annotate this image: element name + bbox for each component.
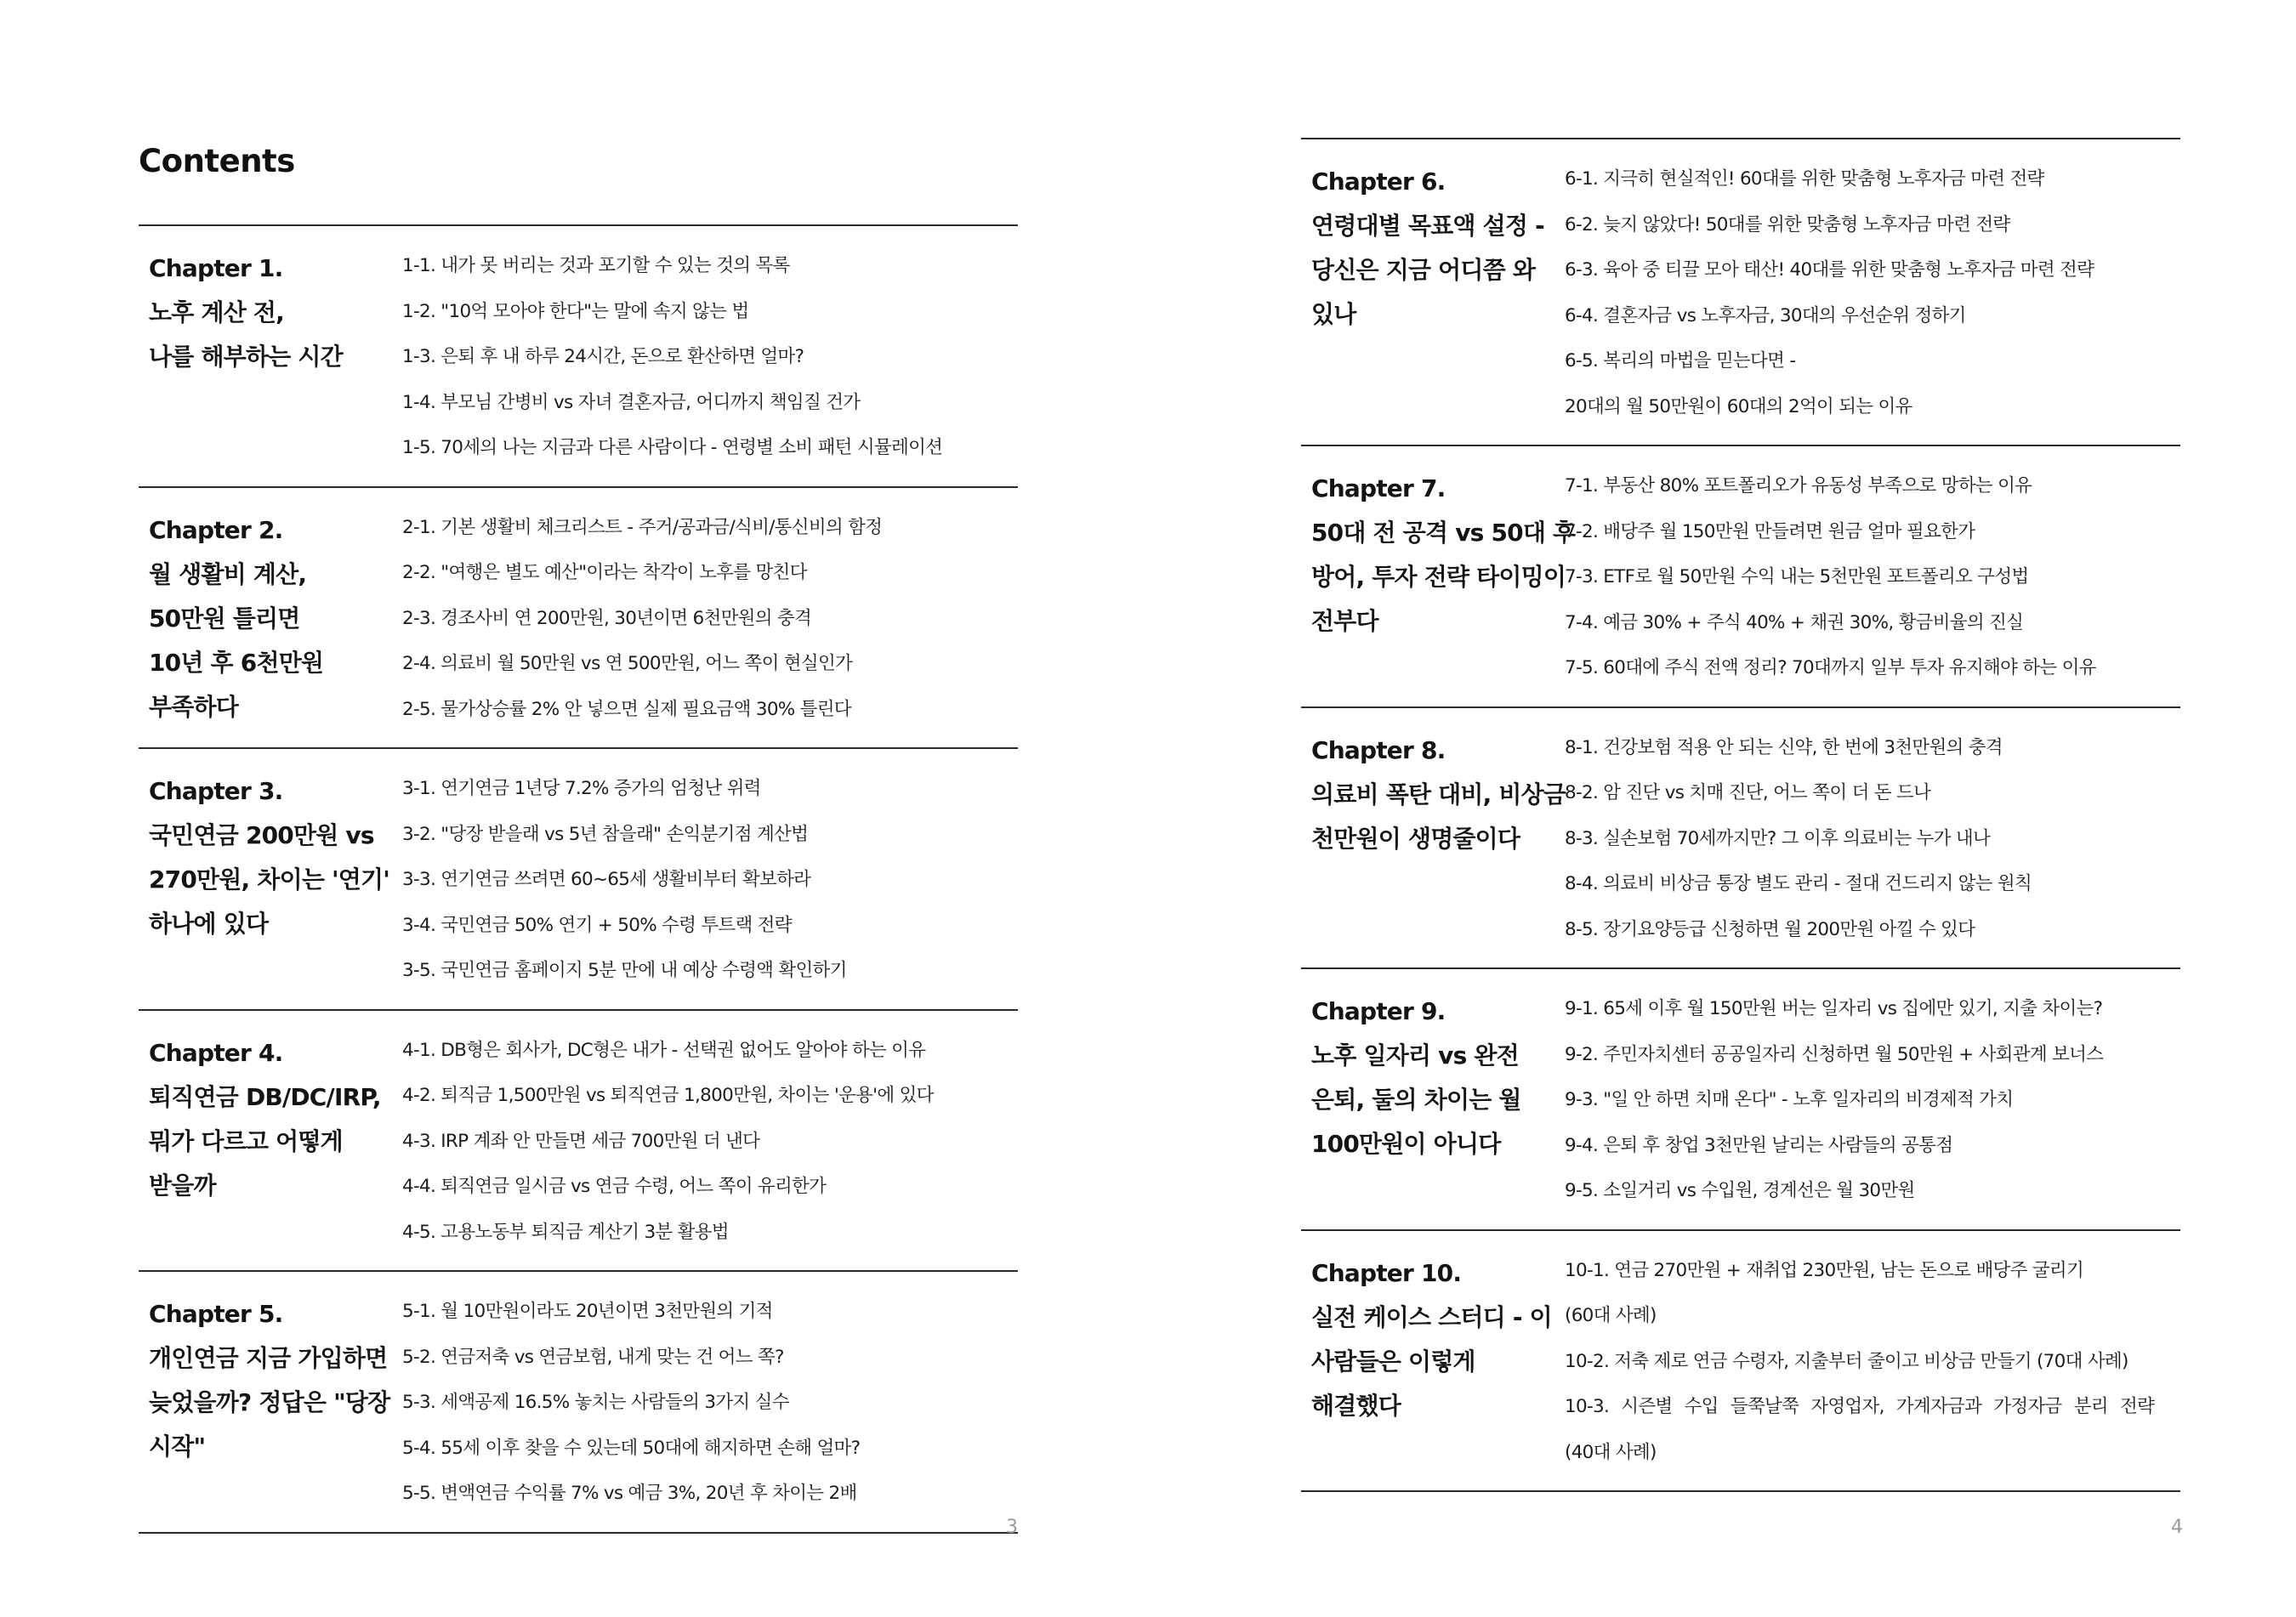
chapter-title-line: 천만원이 생명줄이다	[1311, 824, 1520, 853]
chapter-title-line: 100만원이 아니다	[1311, 1130, 1501, 1158]
toc-item: 10-2. 저축 제로 연금 수령자, 지출부터 줄이고 비상금 만들기 (70대 사례)	[1565, 1350, 2128, 1372]
chapter-items	[1565, 463, 2180, 691]
chapter-4	[139, 1009, 1018, 1271]
chapter-title-line: 퇴직연금 DB/DC/IRP,	[149, 1082, 381, 1111]
toc-item: 9-3. "일 안 하면 치매 온다" - 노후 일자리의 비경제적 가치	[1565, 1089, 2014, 1110]
chapter-7	[1301, 445, 2180, 706]
toc-item: 1-3. 은퇴 후 내 하루 24시간, 돈으로 환산하면 얼마?	[402, 346, 804, 367]
toc-left	[139, 224, 1018, 1534]
toc-item: 1-1. 내가 못 버리는 것과 포기할 수 있는 것의 목록	[402, 255, 790, 276]
toc-item: 7-5. 60대에 주식 전액 정리? 70대까지 일부 투자 유지해야 하는 이유	[1565, 657, 2096, 678]
chapter-title-line: 연령대별 목표액 설정 -	[1311, 212, 1544, 240]
chapter-3	[139, 747, 1018, 1009]
chapter-number: Chapter 7.	[1311, 474, 1446, 502]
chapter-title-line: 의료비 폭탄 대비, 비상금	[1311, 780, 1566, 808]
chapter-items	[402, 1289, 1018, 1517]
toc-item: 1-5. 70세의 나는 지금과 다른 사람이다 - 연령별 소비 패턴 시뮬레이션	[402, 437, 943, 458]
chapter-title-line: 나를 해부하는 시간	[149, 343, 343, 371]
page-number: 3	[1006, 1517, 1018, 1538]
toc-item: 7-1. 부동산 80% 포트폴리오가 유동성 부족으로 망하는 이유	[1565, 475, 2032, 496]
chapter-number: Chapter 2.	[149, 515, 283, 544]
chapter-title-line: 시작"	[149, 1433, 206, 1461]
chapter-title-line: 늦었을까? 정답은 "당장	[149, 1388, 390, 1416]
toc-item-continuation: 20대의 월 50만원이 60대의 2억이 되는 이유	[1565, 395, 1912, 417]
chapter-title-line: 받을까	[149, 1171, 216, 1200]
toc-item: 1-2. "10억 모아야 한다"는 말에 속지 않는 법	[402, 300, 749, 322]
toc-item: 6-1. 지극히 현실적인! 60대를 위한 맞춤형 노후자금 마련 전략	[1565, 168, 2044, 190]
chapter-items	[1565, 156, 2180, 429]
chapter-5	[139, 1270, 1018, 1534]
chapter-title-line: 270만원, 차이는 '연기'	[149, 865, 390, 894]
toc-item-continuation: (40대 사례)	[1565, 1441, 1657, 1463]
toc-item: 2-1. 기본 생활비 체크리스트 - 주거/공과금/식비/통신비의 함정	[402, 516, 883, 538]
chapter-title-line: 전부다	[1311, 607, 1378, 635]
toc-item: 2-4. 의료비 월 50만원 vs 연 500만원, 어느 쪽이 현실인가	[402, 653, 853, 674]
toc-item: 2-2. "여행은 별도 예산"이라는 착각이 노후를 망친다	[402, 562, 807, 583]
toc-item: 9-4. 은퇴 후 창업 3천만원 날리는 사람들의 공통점	[1565, 1134, 1953, 1156]
chapter-heading	[139, 1289, 402, 1517]
chapter-title-line: 50만원 틀리면	[149, 604, 300, 633]
toc-item: 6-4. 결혼자금 vs 노후자금, 30대의 우선순위 정하기	[1565, 304, 1966, 326]
chapter-number: Chapter 8.	[1311, 735, 1446, 764]
toc-item: 4-2. 퇴직금 1,500만원 vs 퇴직연금 1,800만원, 차이는 '운용'에 있다	[402, 1085, 934, 1106]
chapter-10	[1301, 1229, 2180, 1493]
toc-item: 4-5. 고용노동부 퇴직금 계산기 3분 활용법	[402, 1221, 729, 1243]
toc-item: 5-4. 55세 이후 찾을 수 있는데 50대에 해지하면 손해 얼마?	[402, 1437, 861, 1459]
toc-item: 9-1. 65세 이후 월 150만원 버는 일자리 vs 집에만 있기, 지출 차이는?	[1565, 998, 2103, 1019]
chapter-heading	[139, 766, 402, 994]
toc-item: 4-4. 퇴직연금 일시금 vs 연금 수령, 어느 쪽이 유리한가	[402, 1176, 827, 1197]
chapter-title-line: 개인연금 지금 가입하면	[149, 1344, 388, 1372]
chapter-number: Chapter 5.	[149, 1300, 283, 1328]
chapter-number: Chapter 1.	[149, 254, 283, 282]
chapter-items	[1565, 986, 2180, 1214]
chapter-title-line: 노후 계산 전,	[149, 298, 284, 326]
chapter-title-line: 방어, 투자 전략 타이밍이	[1311, 563, 1566, 591]
toc-item: 5-1. 월 10만원이라도 20년이면 3천만원의 기적	[402, 1301, 773, 1322]
chapter-title-line: 은퇴, 둘의 차이는 월	[1311, 1086, 1521, 1114]
toc-item: 7-3. ETF로 월 50만원 수익 내는 5천만원 포트폴리오 구성법	[1565, 566, 2029, 587]
chapter-items	[1565, 725, 2180, 953]
chapter-2	[139, 486, 1018, 748]
toc-item: 7-2. 배당주 월 150만원 만들려면 원금 얼마 필요한가	[1565, 520, 1975, 542]
toc-item: 6-5. 복리의 마법을 믿는다면 -	[1565, 350, 1796, 372]
toc-item: 4-1. DB형은 회사가, DC형은 내가 - 선택권 없어도 알아야 하는 이유	[402, 1039, 926, 1061]
chapter-title-line: 뭐가 다르고 어떻게	[149, 1126, 343, 1155]
chapter-title-line: 50대 전 공격 vs 50대 후	[1311, 519, 1576, 547]
toc-item: 8-4. 의료비 비상금 통장 별도 관리 - 절대 건드리지 않는 원칙	[1565, 873, 2032, 894]
chapter-items	[402, 766, 1018, 994]
chapter-number: Chapter 4.	[149, 1038, 283, 1067]
toc-item: 8-2. 암 진단 vs 치매 진단, 어느 쪽이 더 돈 드나	[1565, 782, 1931, 803]
chapter-items	[1565, 1248, 2180, 1476]
chapter-title-line: 하나에 있다	[149, 910, 269, 938]
chapter-9	[1301, 967, 2180, 1229]
toc-item: 5-2. 연금저축 vs 연금보험, 내게 맞는 건 어느 쪽?	[402, 1346, 784, 1368]
toc-item: 7-4. 예금 30% + 주식 40% + 채권 30%, 황금비율의 진실	[1565, 611, 2024, 633]
toc-item: 1-4. 부모님 간병비 vs 자녀 결혼자금, 어디까지 책임질 건가	[402, 391, 861, 413]
chapter-heading	[1301, 986, 1565, 1214]
chapter-title-line: 당신은 지금 어디쯤 와	[1311, 256, 1536, 284]
chapter-title-line: 노후 일자리 vs 완전	[1311, 1041, 1519, 1069]
toc-item: 3-2. "당장 받을래 vs 5년 참을래" 손익분기점 계산법	[402, 823, 809, 845]
toc-item: 2-3. 경조사비 연 200만원, 30년이면 6천만원의 충격	[402, 607, 812, 629]
chapter-6	[1301, 138, 2180, 445]
chapter-number: Chapter 9.	[1311, 997, 1446, 1025]
toc-item: 5-5. 변액연금 수익률 7% vs 예금 3%, 20년 후 차이는 2배	[402, 1483, 857, 1504]
chapter-title-line: 10년 후 6천만원	[149, 648, 324, 677]
chapter-title-line: 해결했다	[1311, 1391, 1401, 1420]
chapter-items	[402, 1028, 1018, 1256]
chapter-title-line: 실전 케이스 스터디 - 이	[1311, 1302, 1552, 1331]
contents-title: Contents	[139, 143, 295, 179]
chapter-number: Chapter 10.	[1311, 1258, 1462, 1287]
chapter-number: Chapter 3.	[149, 777, 283, 805]
toc-item: 8-3. 실손보험 70세까지만? 그 이후 의료비는 누가 내나	[1565, 827, 1991, 849]
chapter-heading	[139, 505, 402, 733]
toc-item-continuation: (60대 사례)	[1565, 1305, 1657, 1326]
right-page	[1148, 0, 2296, 1617]
chapter-heading	[139, 243, 402, 471]
toc-item: 4-3. IRP 계좌 안 만들면 세금 700만원 더 낸다	[402, 1130, 760, 1152]
toc-item: 8-5. 장기요양등급 신청하면 월 200만원 아낄 수 있다	[1565, 918, 1975, 940]
chapter-heading	[1301, 1248, 1565, 1476]
chapter-heading	[1301, 463, 1576, 691]
chapter-1	[139, 224, 1018, 486]
toc-right	[1301, 138, 2180, 1492]
toc-item: 3-4. 국민연금 50% 연기 + 50% 수령 투트랙 전략	[402, 914, 792, 936]
toc-item: 9-2. 주민자치센터 공공일자리 신청하면 월 50만원 + 사회관계 보너스	[1565, 1043, 2104, 1065]
toc-item: 5-3. 세액공제 16.5% 놓치는 사람들의 3가지 실수	[402, 1392, 789, 1413]
toc-item: 2-5. 물가상승률 2% 안 넣으면 실제 필요금액 30% 틀린다	[402, 698, 851, 720]
toc-item: 10-3. 시즌별 수입 들쭉날쭉 자영업자, 가계자금과 가정자금 분리 전략	[1565, 1396, 2155, 1417]
toc-item: 6-3. 육아 중 티끌 모아 태산! 40대를 위한 맞춤형 노후자금 마련 전략	[1565, 259, 2094, 281]
toc-item: 3-5. 국민연금 홈페이지 5분 만에 내 예상 수령액 확인하기	[402, 960, 847, 981]
chapter-title-line: 있나	[1311, 300, 1356, 328]
chapter-title-line: 국민연금 200만원 vs	[149, 821, 374, 849]
chapter-number: Chapter 6.	[1311, 167, 1446, 196]
toc-item: 8-1. 건강보험 적용 안 되는 신약, 한 번에 3천만원의 충격	[1565, 736, 2003, 758]
chapter-8	[1301, 706, 2180, 968]
toc-item: 6-2. 늦지 않았다! 50대를 위한 맞춤형 노후자금 마련 전략	[1565, 213, 2010, 235]
chapter-heading	[1301, 156, 1565, 429]
chapter-title-line: 부족하다	[149, 692, 238, 721]
toc-item: 3-3. 연기연금 쓰려면 60~65세 생활비부터 확보하라	[402, 869, 811, 890]
page-number: 4	[2171, 1517, 2183, 1538]
chapter-heading	[139, 1028, 402, 1256]
toc-item: 3-1. 연기연금 1년당 7.2% 증가의 엄청난 위력	[402, 778, 761, 799]
chapter-heading	[1301, 725, 1565, 953]
toc-item: 9-5. 소일거리 vs 수입원, 경계선은 월 30만원	[1565, 1180, 1915, 1201]
chapter-title-line: 월 생활비 계산,	[149, 559, 307, 588]
chapter-title-line: 사람들은 이렇게	[1311, 1347, 1475, 1376]
toc-item: 10-1. 연금 270만원 + 재취업 230만원, 남는 돈으로 배당주 굴리기	[1565, 1259, 2084, 1281]
chapter-items	[402, 243, 1018, 471]
chapter-items	[402, 505, 1018, 733]
